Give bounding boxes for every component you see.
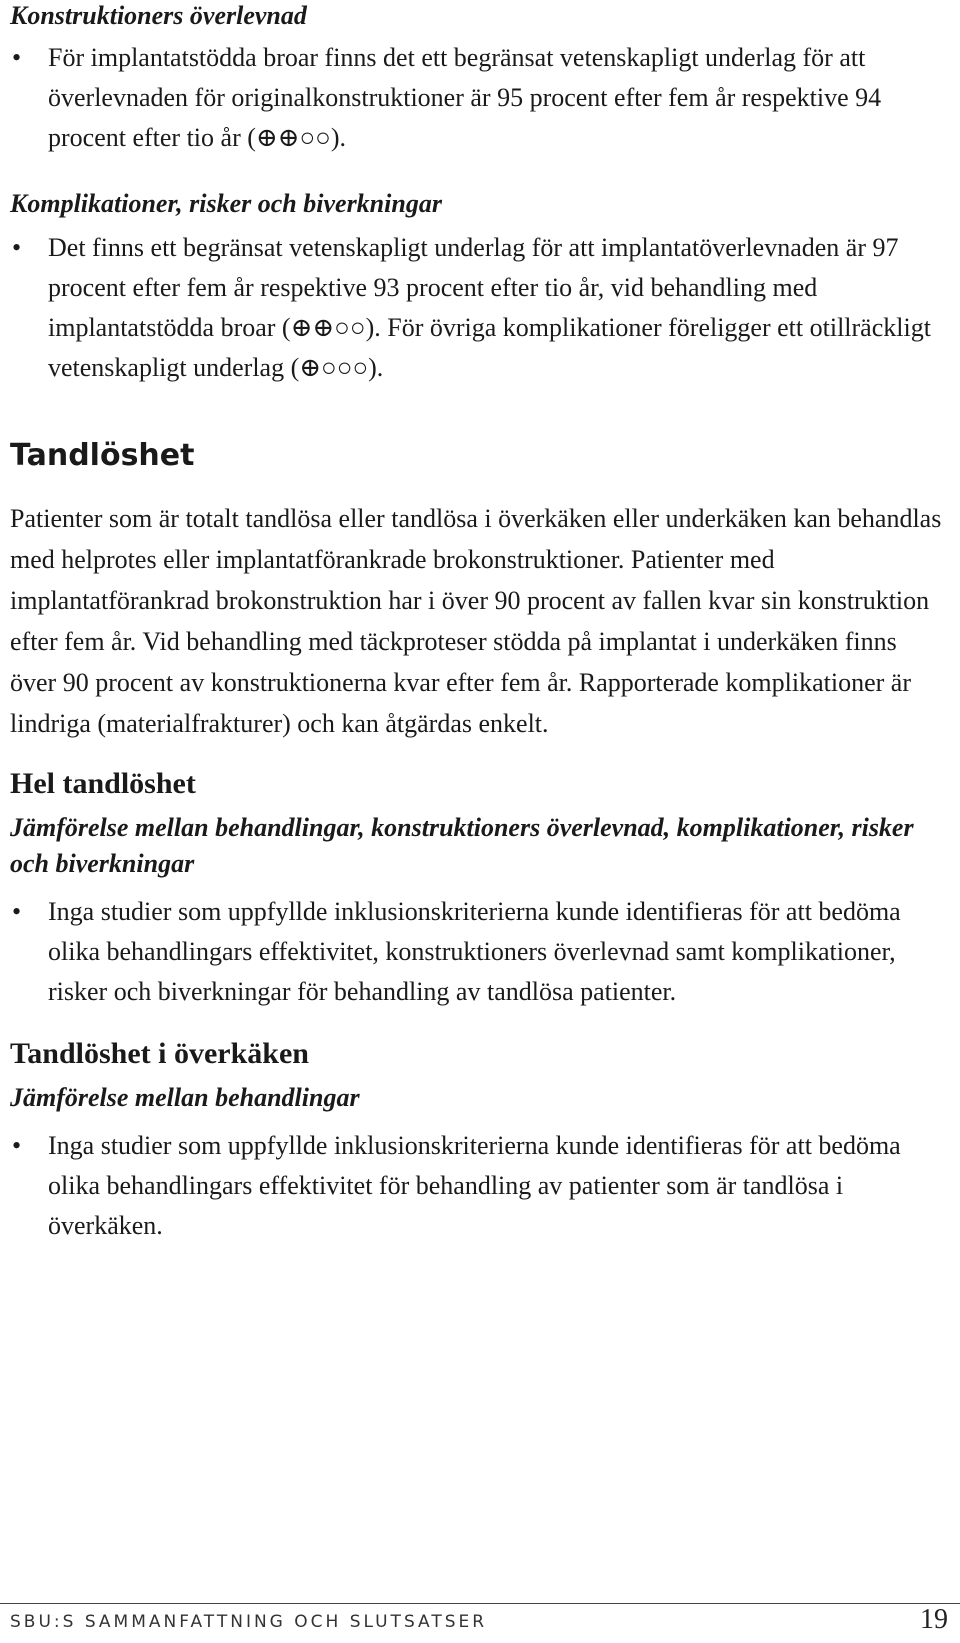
bullet-dot: • [12, 1131, 22, 1160]
bullet-dot: • [12, 233, 22, 262]
bullet-item [10, 892, 945, 1012]
bullet-item [10, 228, 945, 388]
section-heading-tandloshet-overkaken: Tandlöshet i överkäken [10, 1037, 309, 1070]
page-number: 19 [920, 1604, 948, 1635]
page-content [10, 0, 945, 1246]
bullet-text: För implantatstödda broar finns det ett begränsat vetenskapligt underlag för att överlevnaden för originalkonstruktioner är 95 procent efter fem år respektive 94 procent efter tio år (⊕⊕○○). [48, 43, 882, 152]
section-heading-hel-tandloshet: Hel tandlöshet [10, 767, 196, 800]
bullet-text: Det finns ett begränsat vetenskapligt underlag för att implantatöverlevnaden är 97 procent efter fem år respektive 93 procent efter tio år, vid behandling med implantatstödda broar (⊕⊕○○). För övriga komplikationer föreligger ett otillräckligt vetenskapligt underlag (⊕○○○). [48, 233, 931, 382]
subheading-jamforelse-hel: Jämförelse mellan behandlingar, konstruktioners överlevnad, komplikationer, risker och biverkningar [10, 813, 914, 878]
bullet-item [10, 38, 945, 158]
section-heading-tandloshet: Tandlöshet [10, 438, 195, 473]
bullet-item [10, 1126, 945, 1246]
bullet-text: Inga studier som uppfyllde inklusionskriterierna kunde identifieras för att bedöma olika behandlingars effektivitet för behandling av patienter som är tandlösa i överkäken. [48, 1131, 901, 1240]
bullet-text: Inga studier som uppfyllde inklusionskriterierna kunde identifieras för att bedöma olika behandlingars effektivitet, konstruktioners överlevnad samt komplikationer, risker och biverkningar för behandling av tandlösa patienter. [48, 897, 901, 1006]
footer-running-title: SBU:S SAMMANFATTNING OCH SLUTSATSER [10, 1612, 488, 1632]
section-heading-konstruktioners-overlevnad: Konstruktioners överlevnad [10, 1, 307, 30]
bullet-dot: • [12, 43, 22, 72]
footer-divider [0, 1603, 960, 1604]
subheading-jamforelse-overkaken: Jämförelse mellan behandlingar [10, 1083, 360, 1112]
section-heading-komplikationer: Komplikationer, risker och biverkningar [10, 189, 442, 218]
body-paragraph: Patienter som är totalt tandlösa eller tandlösa i överkäken eller underkäken kan behandlas med helprotes eller implantatförankrade brokonstruktioner. Patienter med implantatförankrad brokonstruktion har i över 90 procent av fallen kvar sin konstruktion efter fem år. Vid behandling med täckproteser stödda på implantat i underkäken finns över 90 procent av konstruktionerna kvar efter fem år. Rapporterade komplikationer är lindriga (materialfrakturer) och kan åtgärdas enkelt. [10, 504, 942, 738]
bullet-dot: • [12, 897, 22, 926]
